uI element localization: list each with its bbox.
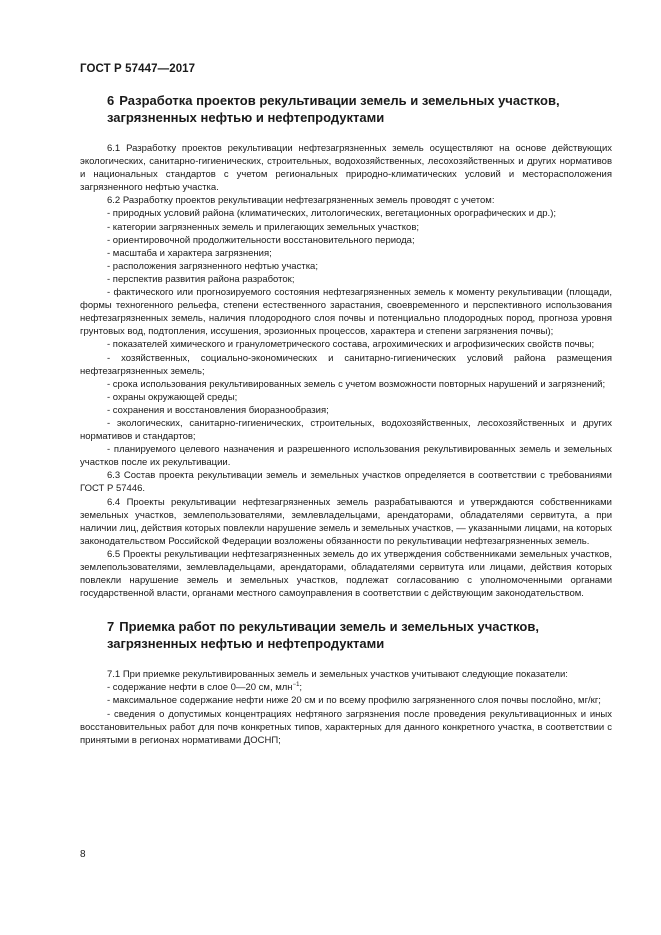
paragraph-6-2: 6.2 Разработку проектов рекультивации нефтезагрязненных земель проводят с учетом: — [107, 195, 495, 207]
list-item: - планируемого целевого назначения и разрешенного использования рекультивированных земель и земельных участков после их рекультивации. — [80, 444, 612, 469]
section-6-heading — [80, 92, 612, 126]
list-item: - природных условий района (климатических, литологических, вегетационных орографических и др.); — [107, 208, 556, 220]
paragraph-6-5: 6.5 Проекты рекультивации нефтезагрязненных земель до их утверждения собственниками земельных участков, землепользователями, землевладельцами, арендаторами, обладателями сервитута или лицами, действия которых повлекли нарушение земель и земельных участков, подлежат согласованию с уполномоченными органами государственной власти, органами местного самоуправления в соответствии с действующим законодательством. — [80, 548, 612, 600]
section-6-title-line2: загрязненных нефтью и нефтепродуктами — [107, 110, 385, 125]
list-item: - хозяйственных, социально-экономических и санитарно-гигиенических условий района размещения нефтезагрязненных земель; — [80, 352, 612, 377]
section-7-title-line2: загрязненных нефтью и нефтепродуктами — [107, 636, 385, 652]
document-body — [80, 92, 612, 747]
oil-layer-superscript: −1 — [292, 682, 300, 689]
oil-layer-text: - содержание нефти в слое 0—20 см, млн — [107, 682, 293, 694]
paragraph-7-1: 7.1 При приемке рекультивированных земель и земельных участков учитывают следующие показатели: — [107, 669, 568, 681]
document-header: ГОСТ Р 57447—2017 — [80, 63, 196, 75]
section-6-number: 6 — [107, 93, 115, 108]
paragraph-6-1: 6.1 Разработку проектов рекультивации нефтезагрязненных земель осуществляют на основе действующих экологических, санитарно-гигиенических, строительных, водохозяйственных, лесохозяйственных и других нормативов и национальных стандартов с учетом региональных природно-климатических условий и месторасположения загрязненного нефтью участка. — [80, 143, 612, 194]
list-item: - масштаба и характера загрязнения; — [107, 247, 272, 259]
paragraph-6-3: 6.3 Состав проекта рекультивации земель и земельных участков определяется в соответствии с требованиями ГОСТ Р 57446. — [80, 470, 612, 495]
page-number: 8 — [80, 849, 86, 860]
list-item: - категории загрязненных земель и прилегающих земельных участков; — [107, 221, 420, 233]
oil-layer-end: ; — [299, 682, 303, 694]
list-item: - сохранения и восстановления биоразнообразия; — [107, 404, 329, 416]
list-item: - ориентировочной продолжительности восстановительного периода; — [107, 234, 415, 246]
list-item: - срока использования рекультивированных земель с учетом возможности повторных нарушений и загрязнений; — [107, 378, 606, 390]
section-7-heading — [80, 618, 612, 652]
list-item-oil-layer — [80, 681, 612, 694]
section-6-title-line1: Разработка проектов рекультивации земель и земельных участков, — [119, 93, 560, 108]
list-item: - экологических, санитарно-гигиенических, строительных, водохозяйственных, лесохозяйственных и других нормативов и стандартов; — [80, 417, 612, 443]
list-item: - перспектив развития района разработок; — [107, 273, 295, 285]
list-item: - фактического или прогнозируемого состояния нефтезагрязненных земель к моменту рекультивации (площади, формы техногенного рельефа, степени естественного зарастания, своевременного и перспективного использования нефтезагрязненных земель, наличия плодородного слоя почвы и потенциально плодородных пород, прогноза уровня грунтовых вод, подтопления, иссушения, эрозионных процессов, характера и степени загрязнения почвы); — [80, 287, 612, 338]
list-item: - расположения загрязненного нефтью участка; — [107, 260, 318, 272]
list-item: - максимальное содержание нефти ниже 20 см и по всему профилю загрязненного слоя почвы послойно, мг/кг; — [107, 695, 601, 707]
list-item: - сведения о допустимых концентрациях нефтяного загрязнения после проведения рекультивационных и иных восстановительных работ для почв конкретных типов, характерных для данного конкретного участка, в соответствии с принятыми в регионах нормативами ДОСНП; — [80, 708, 612, 746]
section-7-number: 7 — [107, 619, 115, 635]
list-item: - показателей химического и гранулометрического состава, агрохимических и агрофизических свойств почвы; — [107, 339, 595, 351]
section-7-title-line1: Приемка работ по рекультивации земель и земельных участков, — [119, 619, 539, 635]
list-item: - охраны окружающей среды; — [107, 391, 238, 403]
paragraph-6-4: 6.4 Проекты рекультивации нефтезагрязненных земель разрабатываются и утверждаются собственниками земельных участков, землепользователями, землевладельцами, арендаторами, обладателями сервитута, а при наличии лиц, действия которых повлекли нарушение земель и земельных участков, — указанными лицами, на которых законодательством Российской Федерации возложены обязанности по рекультивации нефтезагрязненных земель. — [80, 496, 612, 547]
